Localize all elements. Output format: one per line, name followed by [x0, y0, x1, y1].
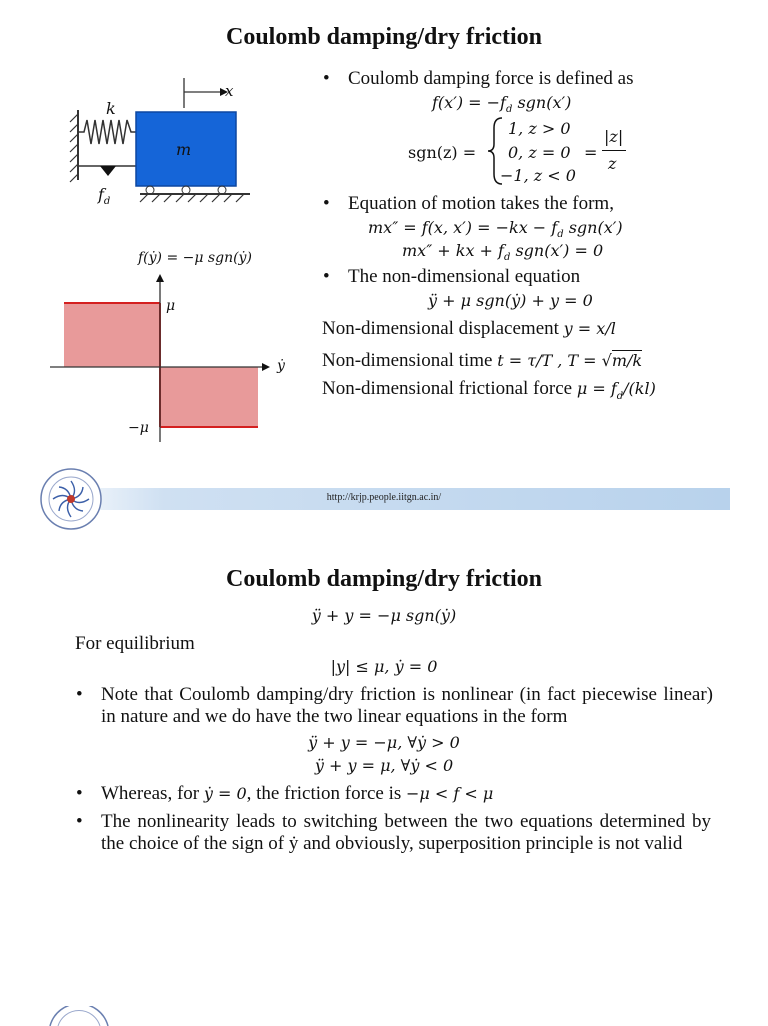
- nd-time: Non-dimensional time t = τ/T , T = √m/k: [322, 350, 643, 371]
- sgn-case-zero: 0, z = 0: [508, 143, 571, 162]
- x-axis-arrow: [262, 363, 270, 371]
- slide1-title: Coulomb damping/dry friction: [225, 24, 543, 50]
- x-label: x: [225, 82, 234, 100]
- bullet-dot: •: [76, 811, 83, 832]
- sgn-case-positive: 1, z > 0: [508, 119, 571, 138]
- eq-eom-1: mx″ = f(x, $x') = -kx - f_d$ sgn(x′): [368, 218, 623, 241]
- bullet-nondimensional-equation: The non-dimensional equation: [348, 266, 581, 287]
- negative-region: [160, 367, 258, 427]
- sgn-equals: =: [584, 143, 598, 162]
- fd-label: $f_d$: [98, 185, 111, 208]
- friction-wedge: [100, 166, 116, 176]
- positive-region: [64, 303, 160, 367]
- mu-label: μ: [166, 298, 176, 314]
- bullet-switching-note: The nonlinearity leads to switching between the two equations determined by the choice of the sign of ẏ and obviously, superposition principle is not valid: [101, 811, 711, 854]
- bullet-coulomb-definition: Coulomb damping force is defined as: [348, 68, 634, 89]
- eq-equilibrium: |y| ≤ μ, ẏ = 0: [330, 657, 438, 676]
- graph-title: f(ẏ) = −μ sgn(ẏ): [138, 250, 252, 266]
- wall-hatching: [70, 114, 78, 182]
- spring-k-label: k: [106, 99, 116, 118]
- eq-main: ÿ + y = −μ sgn(ẏ): [311, 606, 457, 625]
- wheel: [146, 186, 154, 194]
- sgn-denominator: z: [608, 154, 617, 173]
- bullet-dot: •: [76, 684, 83, 705]
- eq-linear-negative: ÿ + y = μ, ∀ẏ < 0: [314, 756, 454, 775]
- bullet-dot: •: [76, 783, 83, 804]
- sgn-numerator: |z|: [604, 127, 624, 146]
- nd-frictional-force: Non-dimensional frictional force $\mu = f_d/(kl)$: [322, 378, 656, 402]
- eq-linear-positive: ÿ + y = −μ, ∀ẏ > 0: [308, 733, 460, 752]
- ydot-label: ẏ: [277, 358, 285, 374]
- eq-coulomb-force: $f(x') = -f_d$ sgn(x′): [432, 93, 572, 116]
- y-axis-arrow: [156, 274, 164, 282]
- equilibrium-label: For equilibrium: [75, 633, 195, 654]
- neg-mu-label: −μ: [128, 420, 149, 436]
- bullet-friction-range: Whereas, for ẏ = 0, the friction force is −μ < f < μ: [101, 783, 494, 804]
- eq-eom-2: mx″ + kx + $f_d$ sgn(x′) = 0: [402, 241, 604, 264]
- sgn-graph: [48, 270, 288, 445]
- sgn-case-negative: −1, z < 0: [500, 166, 576, 185]
- mass-m-label: m: [176, 140, 192, 159]
- bullet-dot: •: [323, 266, 330, 287]
- eq-nondimensional: ÿ + μ sgn(ẏ) + y = 0: [428, 291, 593, 310]
- nd-displacement: Non-dimensional displacement y = x/l: [322, 318, 616, 339]
- wheel: [182, 186, 190, 194]
- bullet-equation-of-motion: Equation of motion takes the form,: [348, 193, 614, 214]
- slide2-title: Coulomb damping/dry friction: [225, 566, 543, 592]
- ground-hatching: [140, 194, 244, 202]
- footer-url[interactable]: http://krjp.people.iitgn.ac.in/: [326, 492, 442, 503]
- bullet-dot: •: [323, 193, 330, 214]
- spring: [78, 120, 136, 144]
- bullet-dot: •: [323, 68, 330, 89]
- sgn-lhs: sgn(z) =: [408, 143, 477, 162]
- institute-logo-partial: [46, 1006, 112, 1026]
- wheel: [218, 186, 226, 194]
- bullet-nonlinear-note: Note that Coulomb damping/dry friction is nonlinear (in fact piecewise linear) in nature and we do have the two linear equations in the form: [101, 684, 713, 727]
- fraction-bar: [602, 150, 626, 151]
